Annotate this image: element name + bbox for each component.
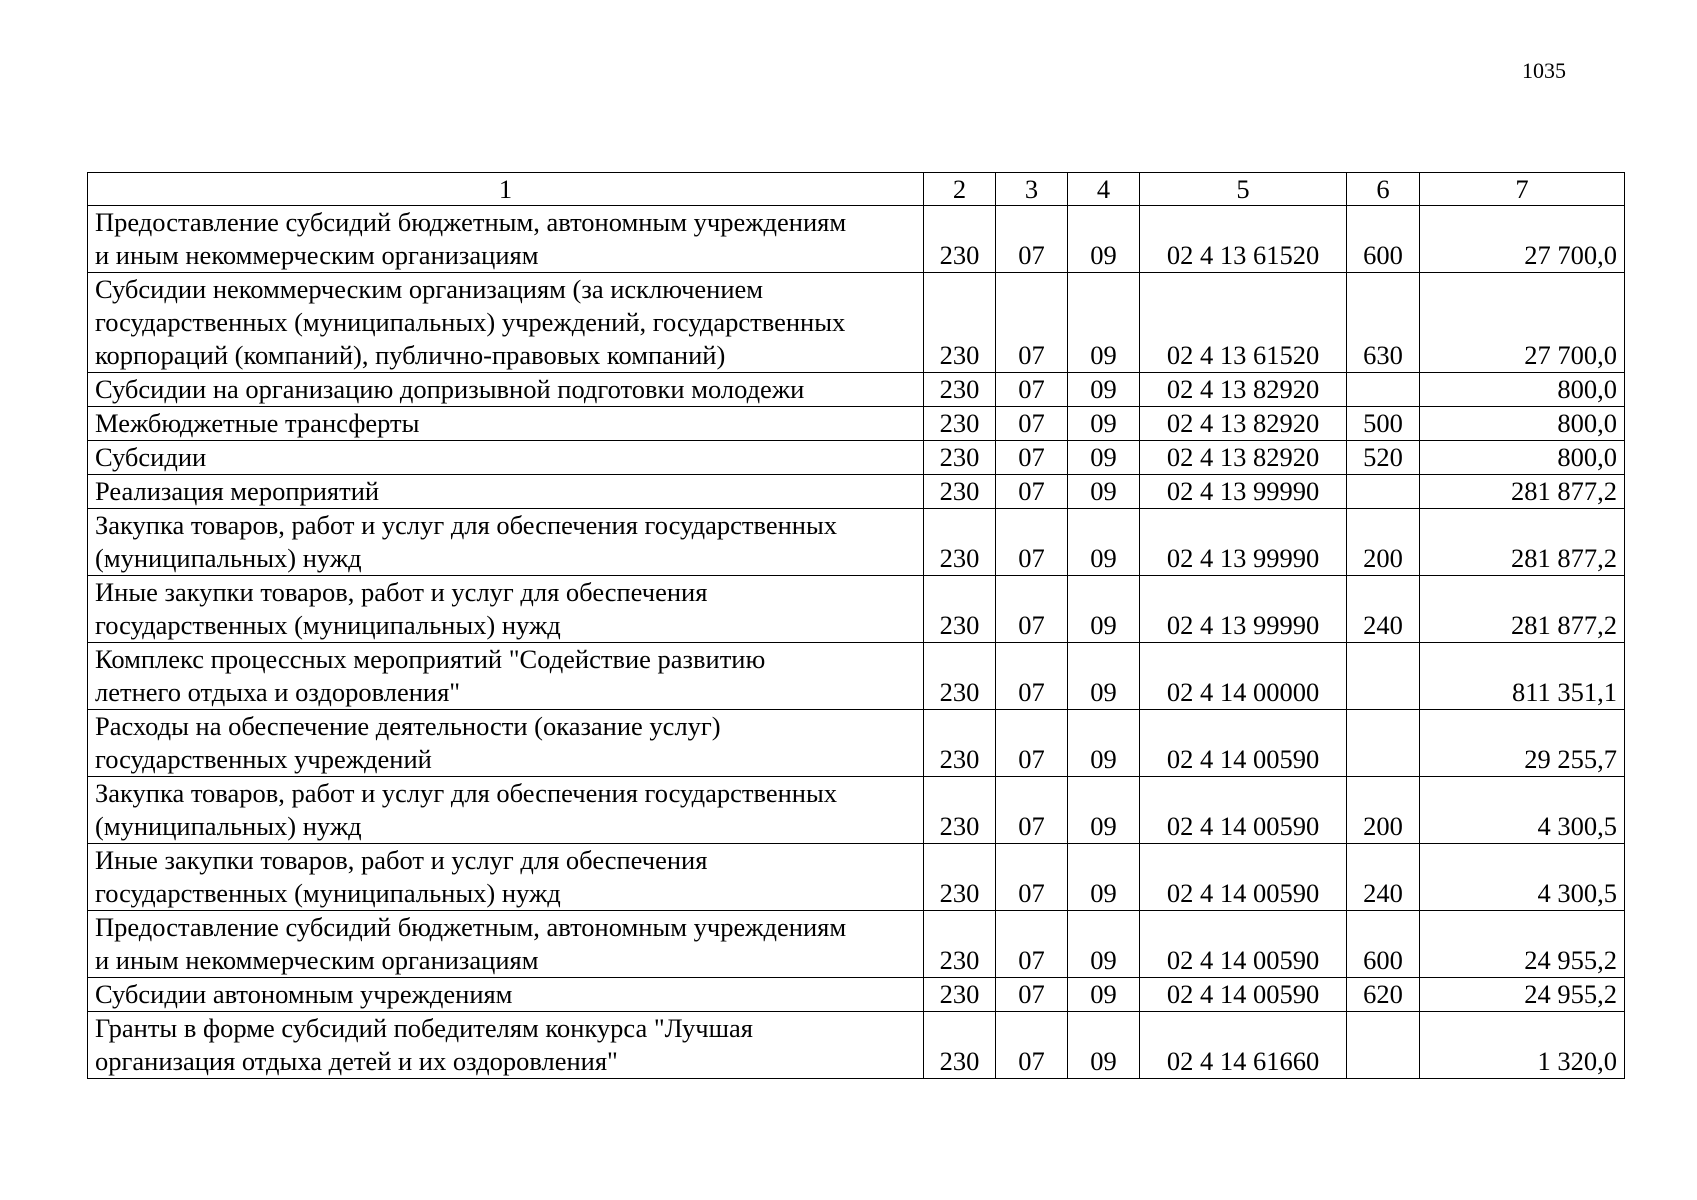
item-name-cell	[88, 475, 924, 509]
item-name-cell	[88, 1012, 924, 1079]
table-row	[88, 509, 1625, 576]
item-name-line: Закупка товаров, работ и услуг для обеспечения государственных	[95, 510, 838, 540]
admin-code-cell: 230	[924, 373, 996, 407]
expense-type-cell: 200	[1347, 777, 1420, 844]
target-article-cell: 02 4 13 99990	[1140, 509, 1347, 576]
section-cell: 07	[996, 373, 1068, 407]
table-row	[88, 576, 1625, 643]
section-cell: 07	[996, 407, 1068, 441]
item-name-cell	[88, 911, 924, 978]
expense-type-cell: 630	[1347, 273, 1420, 373]
expense-type-cell: 200	[1347, 509, 1420, 576]
subsection-cell: 09	[1068, 373, 1140, 407]
header-cell: 7	[1420, 173, 1625, 206]
item-name-cell	[88, 710, 924, 777]
item-name-line: Иные закупки товаров, работ и услуг для обеспечения	[95, 577, 708, 607]
amount-cell: 281 877,2	[1420, 509, 1625, 576]
target-article-cell: 02 4 14 00590	[1140, 710, 1347, 777]
expense-type-cell	[1347, 643, 1420, 710]
header-cell: 1	[88, 173, 924, 206]
item-name-line: Гранты в форме субсидий победителям конкурса "Лучшая	[95, 1013, 753, 1043]
target-article-cell: 02 4 13 99990	[1140, 576, 1347, 643]
admin-code-cell: 230	[924, 844, 996, 911]
target-article-cell: 02 4 14 00590	[1140, 844, 1347, 911]
amount-cell: 800,0	[1420, 373, 1625, 407]
subsection-cell: 09	[1068, 844, 1140, 911]
target-article-cell: 02 4 13 82920	[1140, 441, 1347, 475]
amount-cell: 24 955,2	[1420, 978, 1625, 1012]
amount-cell: 281 877,2	[1420, 576, 1625, 643]
item-name-line: Субсидии автономным учреждениям	[95, 979, 513, 1009]
subsection-cell: 09	[1068, 273, 1140, 373]
section-cell: 07	[996, 978, 1068, 1012]
item-name-line: Субсидии на организацию допризывной подготовки молодежи	[95, 374, 805, 404]
amount-cell: 811 351,1	[1420, 643, 1625, 710]
item-name-line: государственных учреждений	[95, 744, 432, 774]
budget-table	[87, 172, 1625, 1079]
amount-cell: 800,0	[1420, 407, 1625, 441]
expense-type-cell	[1347, 710, 1420, 777]
item-name-line: Предоставление субсидий бюджетным, автономным учреждениям	[95, 912, 847, 942]
admin-code-cell: 230	[924, 1012, 996, 1079]
admin-code-cell: 230	[924, 407, 996, 441]
item-name-cell	[88, 978, 924, 1012]
section-cell: 07	[996, 273, 1068, 373]
subsection-cell: 09	[1068, 407, 1140, 441]
item-name-line: и иным некоммерческим организациям	[95, 240, 539, 270]
table-row	[88, 475, 1625, 509]
table-row	[88, 710, 1625, 777]
expense-type-cell	[1347, 373, 1420, 407]
target-article-cell: 02 4 13 82920	[1140, 407, 1347, 441]
subsection-cell: 09	[1068, 1012, 1140, 1079]
expense-type-cell: 620	[1347, 978, 1420, 1012]
header-cell: 6	[1347, 173, 1420, 206]
subsection-cell: 09	[1068, 978, 1140, 1012]
expense-type-cell: 240	[1347, 844, 1420, 911]
item-name-line: Реализация мероприятий	[95, 476, 380, 506]
expense-type-cell: 600	[1347, 911, 1420, 978]
item-name-line: государственных (муниципальных) нужд	[95, 610, 561, 640]
section-cell: 07	[996, 1012, 1068, 1079]
header-cell: 2	[924, 173, 996, 206]
table-row	[88, 273, 1625, 373]
admin-code-cell: 230	[924, 777, 996, 844]
table-row	[88, 777, 1625, 844]
item-name-cell	[88, 777, 924, 844]
section-cell: 07	[996, 206, 1068, 273]
admin-code-cell: 230	[924, 206, 996, 273]
section-cell: 07	[996, 441, 1068, 475]
amount-cell: 29 255,7	[1420, 710, 1625, 777]
subsection-cell: 09	[1068, 643, 1140, 710]
admin-code-cell: 230	[924, 273, 996, 373]
subsection-cell: 09	[1068, 206, 1140, 273]
item-name-line: летнего отдыха и оздоровления"	[95, 677, 461, 707]
admin-code-cell: 230	[924, 978, 996, 1012]
target-article-cell: 02 4 13 61520	[1140, 273, 1347, 373]
subsection-cell: 09	[1068, 777, 1140, 844]
item-name-cell	[88, 373, 924, 407]
subsection-cell: 09	[1068, 475, 1140, 509]
admin-code-cell: 230	[924, 441, 996, 475]
section-cell: 07	[996, 911, 1068, 978]
table-row	[88, 643, 1625, 710]
amount-cell: 281 877,2	[1420, 475, 1625, 509]
item-name-cell	[88, 643, 924, 710]
target-article-cell: 02 4 14 00590	[1140, 978, 1347, 1012]
table-row	[88, 911, 1625, 978]
section-cell: 07	[996, 844, 1068, 911]
item-name-cell	[88, 206, 924, 273]
item-name-cell	[88, 509, 924, 576]
expense-type-cell: 240	[1347, 576, 1420, 643]
expense-type-cell: 520	[1347, 441, 1420, 475]
section-cell: 07	[996, 509, 1068, 576]
target-article-cell: 02 4 13 82920	[1140, 373, 1347, 407]
table-row	[88, 978, 1625, 1012]
section-cell: 07	[996, 777, 1068, 844]
target-article-cell: 02 4 14 00590	[1140, 777, 1347, 844]
amount-cell: 1 320,0	[1420, 1012, 1625, 1079]
header-cell: 4	[1068, 173, 1140, 206]
header-cell: 3	[996, 173, 1068, 206]
item-name-cell	[88, 844, 924, 911]
header-cell: 5	[1140, 173, 1347, 206]
table-row	[88, 373, 1625, 407]
subsection-cell: 09	[1068, 576, 1140, 643]
item-name-cell	[88, 576, 924, 643]
item-name-line: (муниципальных) нужд	[95, 811, 362, 841]
item-name-cell	[88, 273, 924, 373]
subsection-cell: 09	[1068, 509, 1140, 576]
item-name-line: государственных (муниципальных) нужд	[95, 878, 561, 908]
table-body	[88, 206, 1625, 1079]
table-row	[88, 1012, 1625, 1079]
admin-code-cell: 230	[924, 710, 996, 777]
item-name-line: Предоставление субсидий бюджетным, автономным учреждениям	[95, 207, 847, 237]
amount-cell: 27 700,0	[1420, 206, 1625, 273]
expense-type-cell	[1347, 475, 1420, 509]
expense-type-cell: 500	[1347, 407, 1420, 441]
subsection-cell: 09	[1068, 710, 1140, 777]
target-article-cell: 02 4 13 61520	[1140, 206, 1347, 273]
item-name-line: Расходы на обеспечение деятельности (оказание услуг)	[95, 711, 721, 741]
item-name-cell	[88, 441, 924, 475]
amount-cell: 27 700,0	[1420, 273, 1625, 373]
table-row	[88, 441, 1625, 475]
header-row	[88, 173, 1625, 206]
expense-type-cell: 600	[1347, 206, 1420, 273]
admin-code-cell: 230	[924, 911, 996, 978]
item-name-line: Межбюджетные трансферты	[95, 408, 420, 438]
amount-cell: 800,0	[1420, 441, 1625, 475]
expense-type-cell	[1347, 1012, 1420, 1079]
item-name-line: Закупка товаров, работ и услуг для обеспечения государственных	[95, 778, 838, 808]
amount-cell: 24 955,2	[1420, 911, 1625, 978]
table-row	[88, 844, 1625, 911]
amount-cell: 4 300,5	[1420, 777, 1625, 844]
item-name-line: Комплекс процессных мероприятий "Содействие развитию	[95, 644, 766, 674]
admin-code-cell: 230	[924, 509, 996, 576]
section-cell: 07	[996, 475, 1068, 509]
admin-code-cell: 230	[924, 643, 996, 710]
item-name-line: корпораций (компаний), публично-правовых компаний)	[95, 340, 726, 370]
target-article-cell: 02 4 14 00590	[1140, 911, 1347, 978]
target-article-cell: 02 4 14 61660	[1140, 1012, 1347, 1079]
subsection-cell: 09	[1068, 911, 1140, 978]
item-name-line: государственных (муниципальных) учреждений, государственных	[95, 307, 846, 337]
table-row	[88, 407, 1625, 441]
admin-code-cell: 230	[924, 475, 996, 509]
amount-cell: 4 300,5	[1420, 844, 1625, 911]
section-cell: 07	[996, 576, 1068, 643]
subsection-cell: 09	[1068, 441, 1140, 475]
item-name-line: (муниципальных) нужд	[95, 543, 362, 573]
admin-code-cell: 230	[924, 576, 996, 643]
item-name-line: Субсидии некоммерческим организациям (за исключением	[95, 274, 764, 304]
item-name-line: и иным некоммерческим организациям	[95, 945, 539, 975]
target-article-cell: 02 4 13 99990	[1140, 475, 1347, 509]
page-number: 1035	[1522, 58, 1566, 83]
target-article-cell: 02 4 14 00000	[1140, 643, 1347, 710]
table-row	[88, 206, 1625, 273]
item-name-line: Субсидии	[95, 442, 207, 472]
item-name-cell	[88, 407, 924, 441]
section-cell: 07	[996, 710, 1068, 777]
section-cell: 07	[996, 643, 1068, 710]
item-name-line: Иные закупки товаров, работ и услуг для обеспечения	[95, 845, 708, 875]
item-name-line: организация отдыха детей и их оздоровления"	[95, 1046, 618, 1076]
